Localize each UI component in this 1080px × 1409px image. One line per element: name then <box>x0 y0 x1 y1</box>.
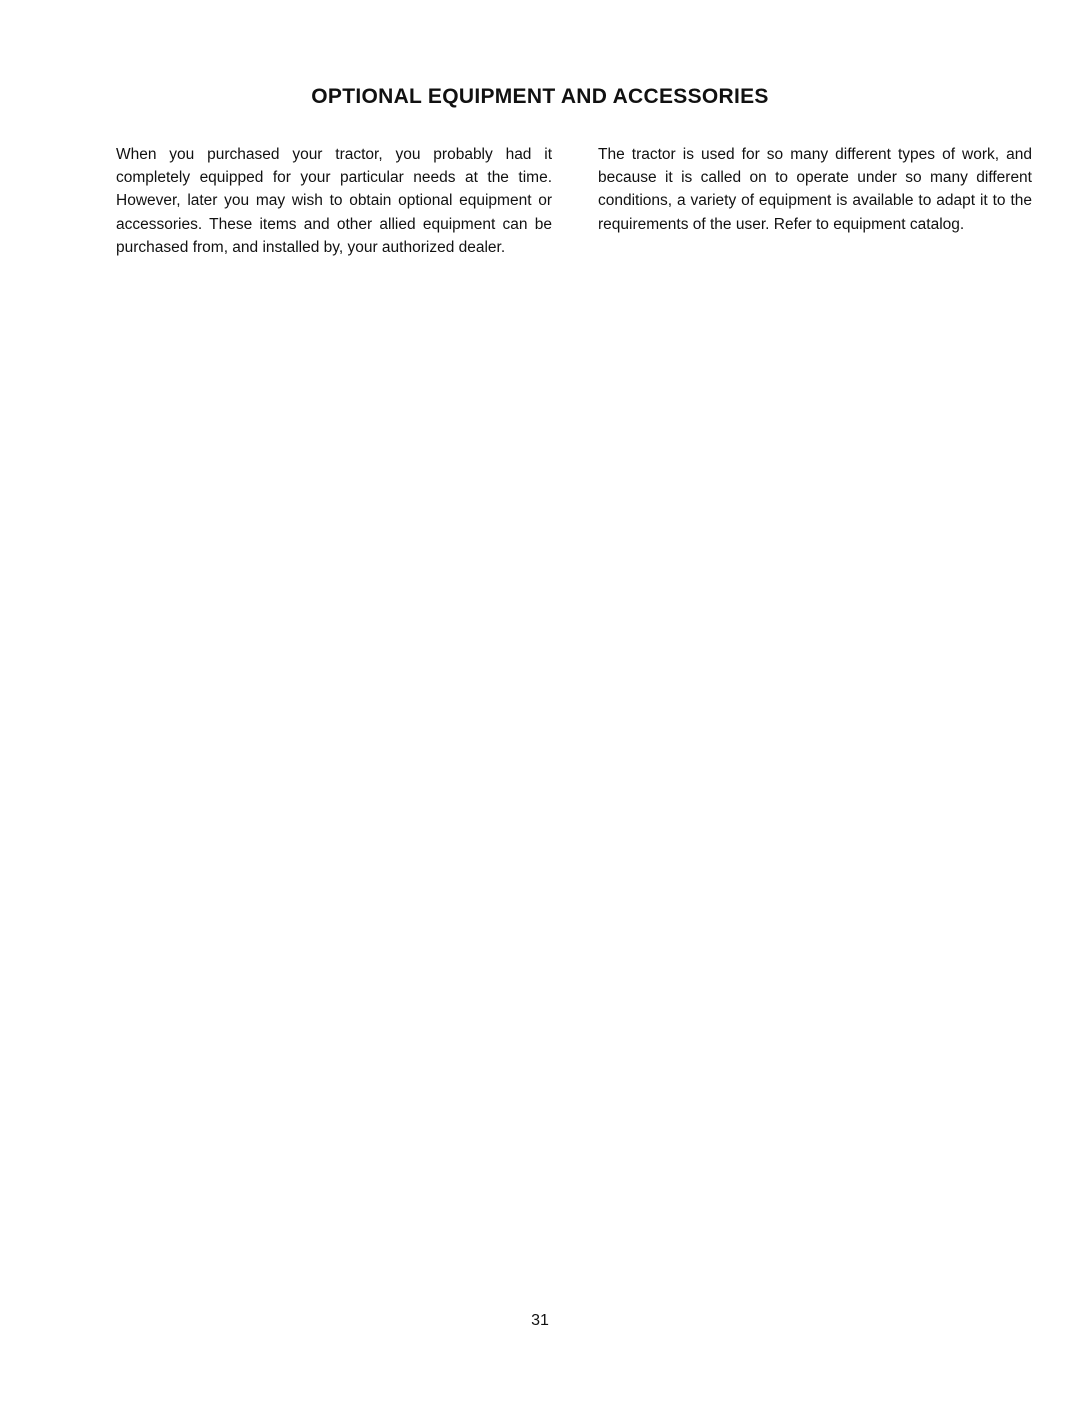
intro-paragraph-right: The tractor is used for so many different types of work, and because it is called on to operate under so many different conditions, a variety of equipment is available to adapt it to the requirements of the user. Refer to equipment catalog. <box>598 146 1032 233</box>
page-title: OPTIONAL EQUIPMENT AND ACCESSORIES <box>311 85 769 108</box>
intro-paragraph-left: When you purchased your tractor, you probably had it completely equipped for your particular needs at the time. However, later you may wish to obtain optional equipment or accessories. These items and other allied equipment can be purchased from, and installed by, your authorized dealer. <box>116 146 552 256</box>
page-number: 31 <box>531 1312 549 1329</box>
